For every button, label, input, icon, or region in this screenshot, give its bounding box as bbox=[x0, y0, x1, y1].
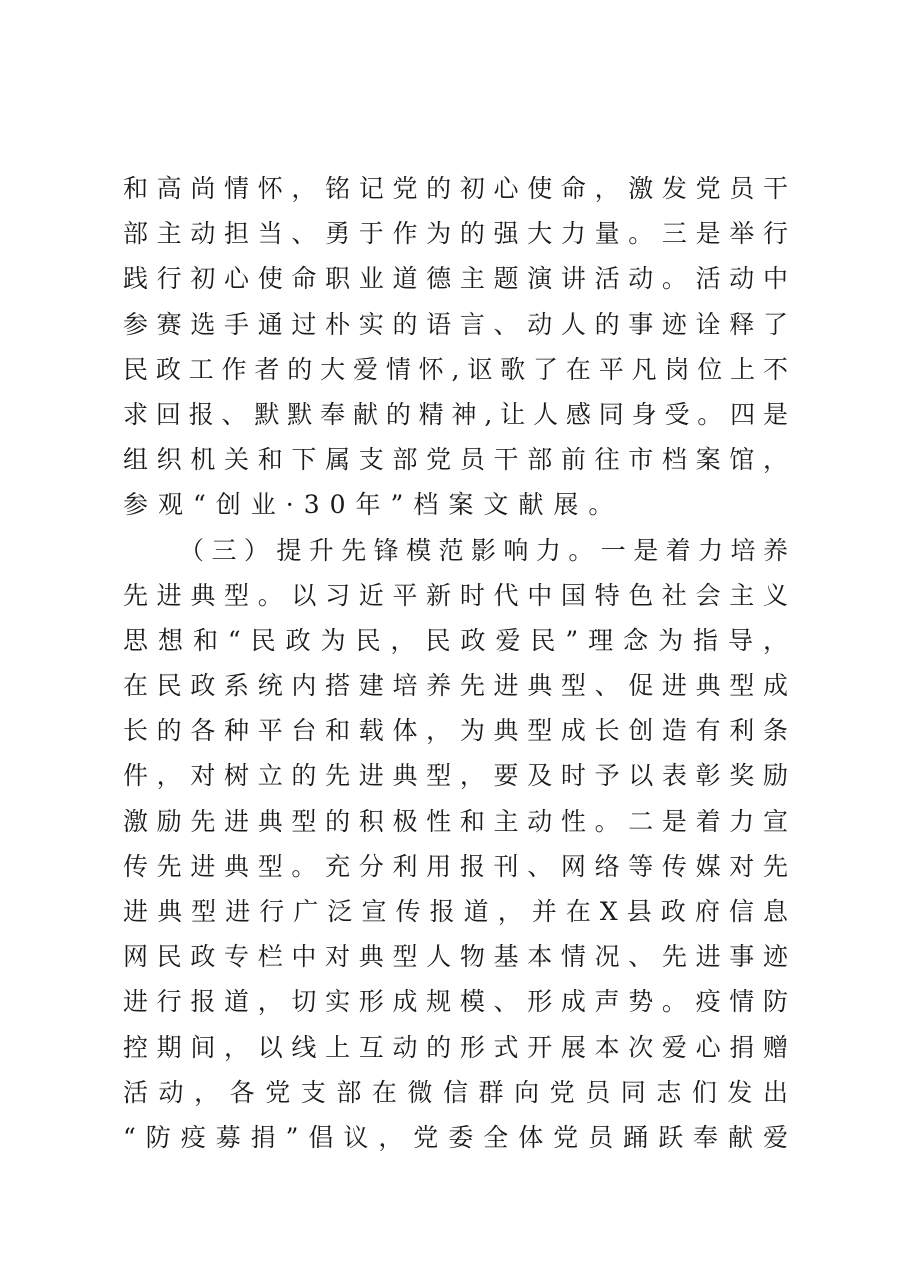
text-line: “防疫募捐”倡议，党委全体党员踊跃奉献爱 bbox=[123, 1122, 788, 1152]
text-line: 部主动担当、勇于作为的强大力量。三是举行 bbox=[123, 219, 788, 249]
text-line-paragraph-end: 参观“创业·30年”档案文献展。 bbox=[123, 490, 624, 520]
text-line: 传先进典型。充分利用报刊、网络等传媒对先 bbox=[123, 851, 788, 881]
text-line: 长的各种平台和载体，为典型成长创造有利条 bbox=[123, 716, 788, 746]
text-line: 激励先进典型的积极性和主动性。二是着力宣 bbox=[123, 806, 788, 836]
text-line: 进典型进行广泛宣传报道，并在X县政府信息 bbox=[123, 897, 788, 926]
text-line: 思想和“民政为民，民政爱民”理念为指导， bbox=[123, 625, 788, 655]
text-line: 控期间，以线上互动的形式开展本次爱心捐赠 bbox=[123, 1032, 788, 1062]
text-line: 在民政系统内搭建培养先进典型、促进典型成 bbox=[123, 671, 788, 701]
text-line: 参赛选手通过朴实的语言、动人的事迹诠释了 bbox=[123, 309, 788, 339]
text-line: 件，对树立的先进典型，要及时予以表彰奖励 bbox=[123, 761, 788, 791]
section-heading-line: （三）提升先锋模范影响力。一是着力培养 bbox=[179, 535, 788, 565]
text-line: 进行报道，切实形成规模、形成声势。疫情防 bbox=[123, 987, 788, 1017]
text-line: 践行初心使命职业道德主题演讲活动。活动中 bbox=[123, 264, 788, 294]
text-line: 和高尚情怀，铭记党的初心使命，激发党员干 bbox=[123, 174, 788, 203]
body-text bbox=[123, 166, 788, 1160]
text-line: 活动，各党支部在微信群向党员同志们发出 bbox=[123, 1077, 788, 1107]
text-line: 民政工作者的大爱情怀,讴歌了在平凡岗位上不 bbox=[123, 354, 788, 384]
text-line: 网民政专栏中对典型人物基本情况、先进事迹 bbox=[123, 942, 788, 972]
text-line: 先进典型。以习近平新时代中国特色社会主义 bbox=[123, 580, 788, 610]
text-line: 求回报、默默奉献的精神,让人感同身受。四是 bbox=[123, 399, 788, 429]
text-line: 组织机关和下属支部党员干部前往市档案馆， bbox=[123, 445, 788, 475]
